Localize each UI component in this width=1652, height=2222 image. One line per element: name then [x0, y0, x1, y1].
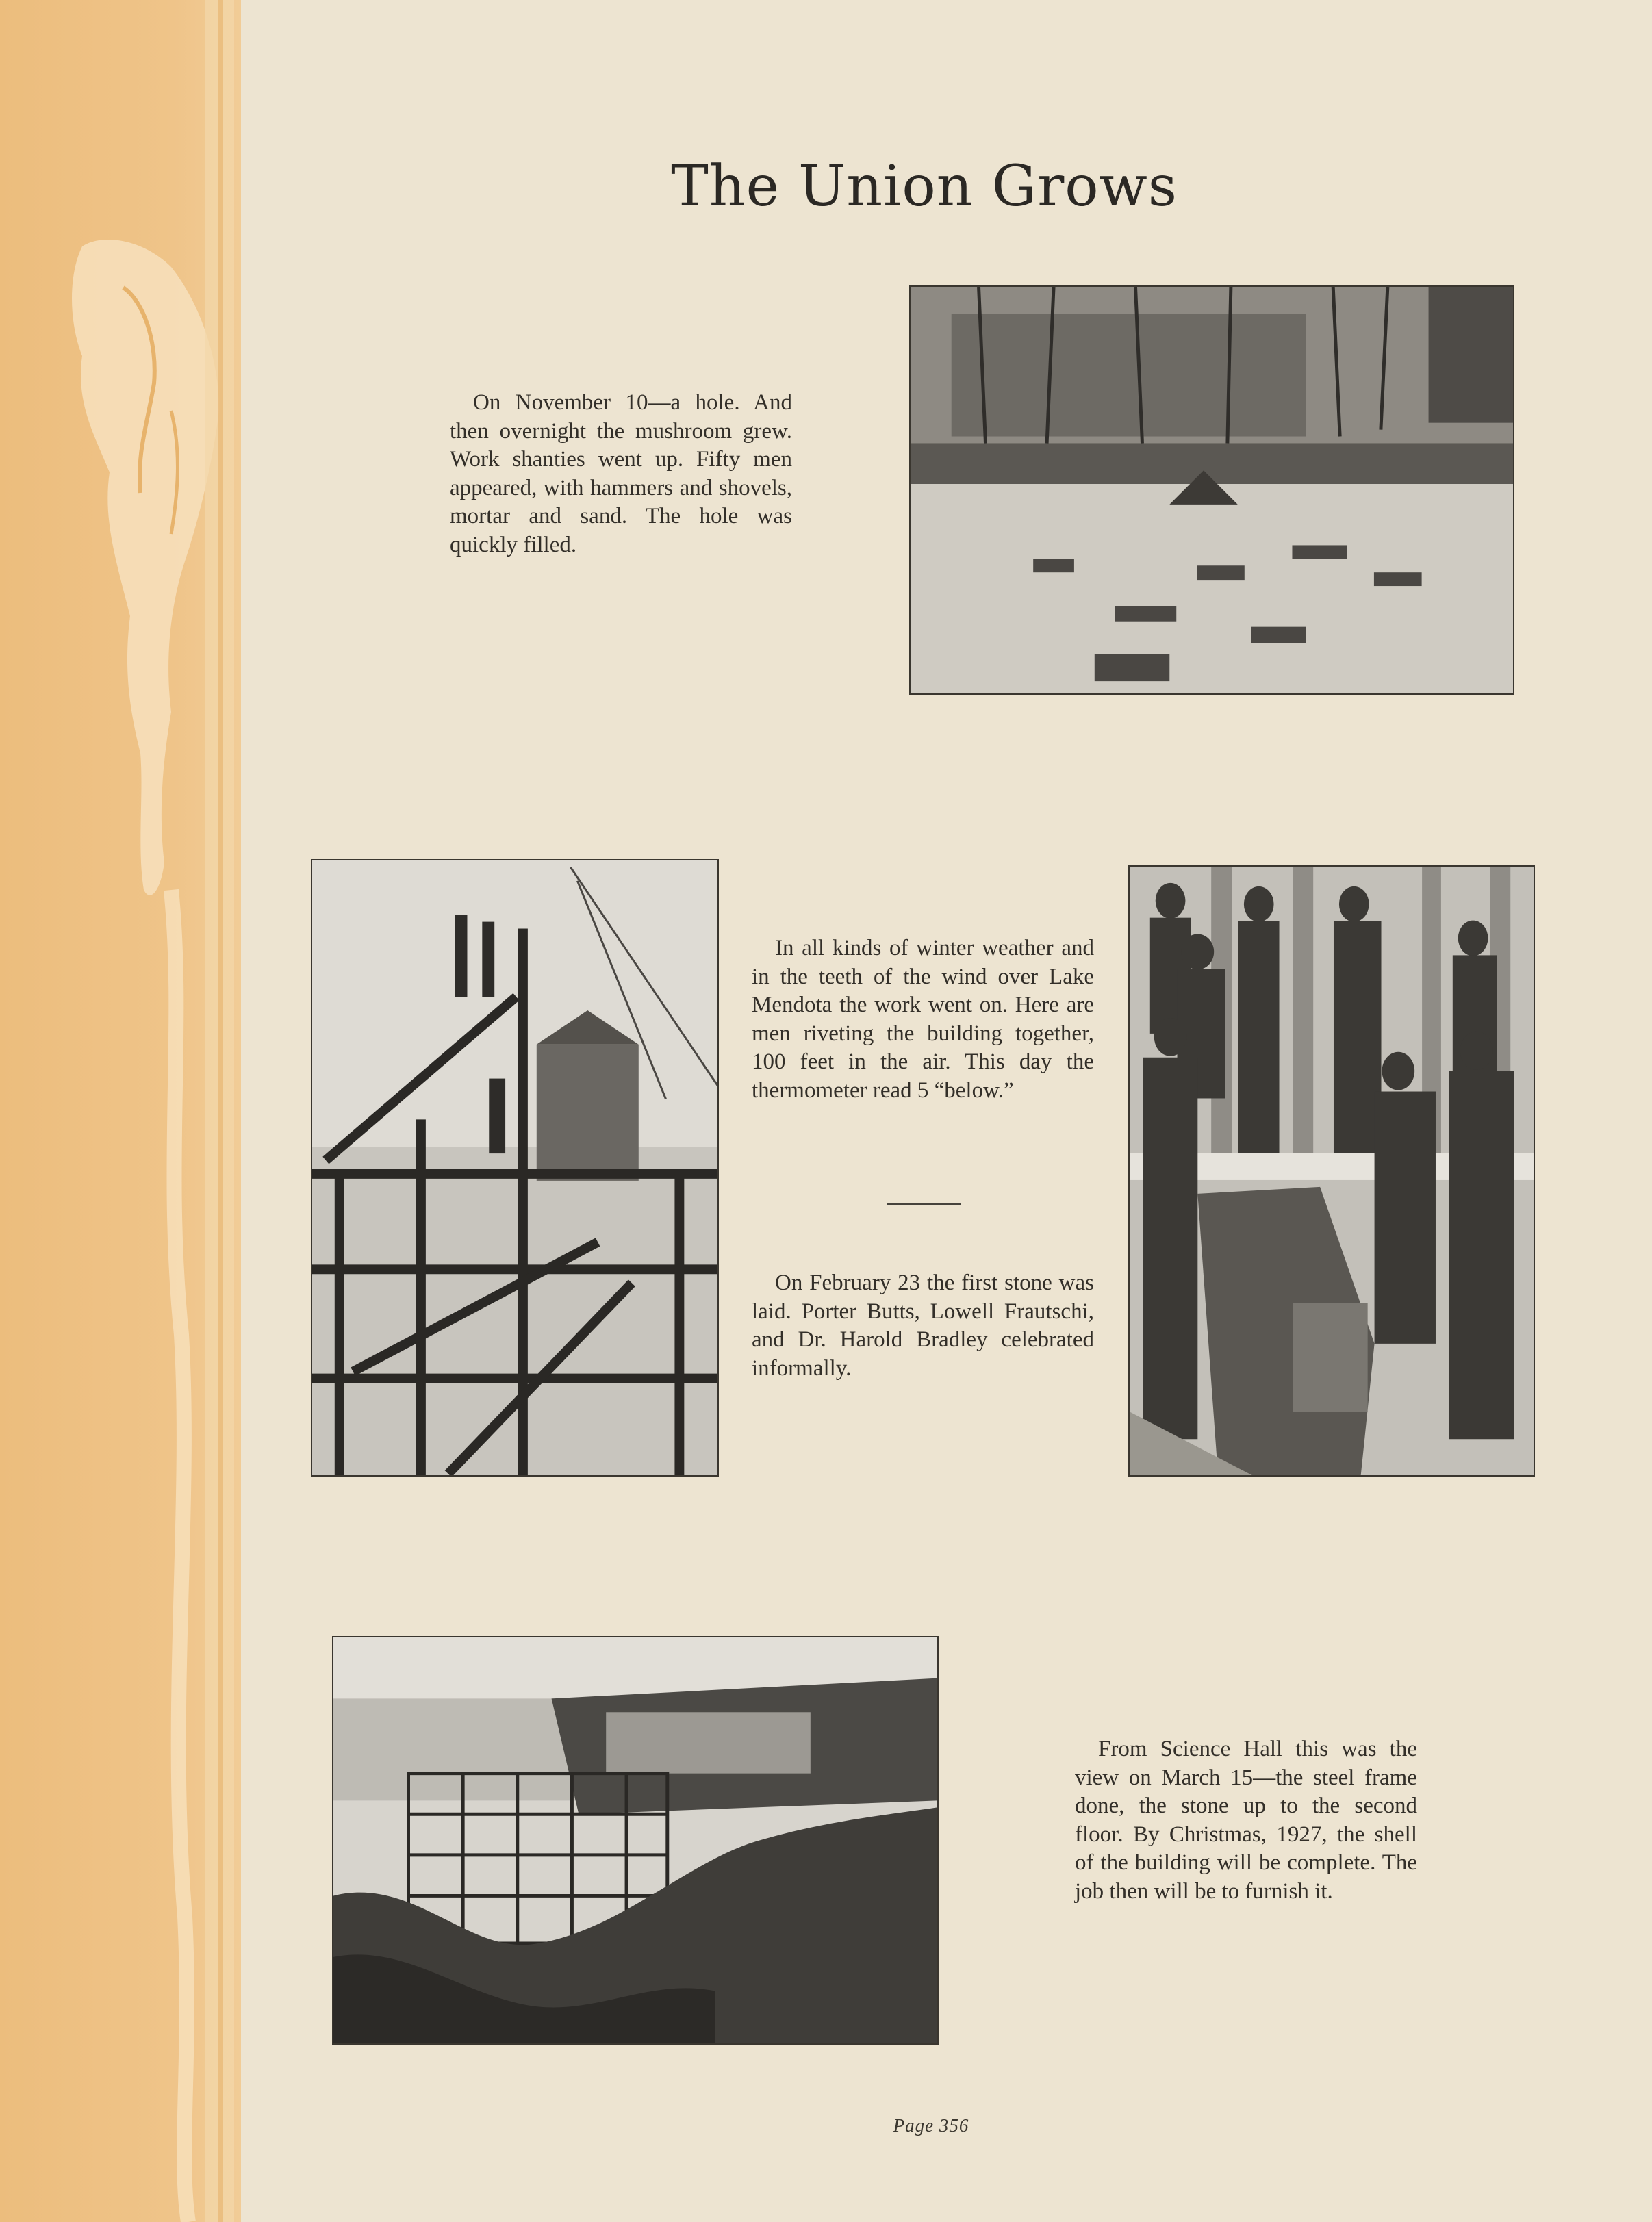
decorative-margin-band — [0, 0, 241, 2222]
excavation-site-photo — [909, 285, 1514, 695]
riveting-caption: In all kinds of winter weather and in the teeth of the wind over Lake Mendota the work went on. Here are men riveting the building together, 100 feet in the air. This day the thermometer read 5 “below.” — [752, 936, 1094, 1103]
first-stone-caption: On February 23 the first stone was laid. Porter Butts, Lowell Frautschi, and Dr. Harold Bradley celebrated informally. — [752, 1270, 1094, 1381]
science-hall-view-photo — [332, 1636, 939, 2045]
ornament-illustration — [0, 0, 241, 2222]
science-hall-caption: From Science Hall this was the view on March 15—the steel frame done, the stone up to the second floor. By Christmas, 1927, the shell of the building will be complete. The job then will be to furnish it. — [1075, 1737, 1417, 1904]
page-number: Page 356 — [893, 2115, 969, 2136]
excavation-caption: On November 10—a hole. And then overnight the mushroom grew. Work shanties went up. Fifty men appeared, with hammers and shovels, mortar and sand. The hole was quickly filled. — [450, 390, 792, 557]
first-stone-photo — [1128, 865, 1535, 1477]
section-divider — [887, 1203, 961, 1205]
page-title: The Union Grows — [671, 154, 1178, 219]
riveting-photo — [311, 859, 719, 1477]
